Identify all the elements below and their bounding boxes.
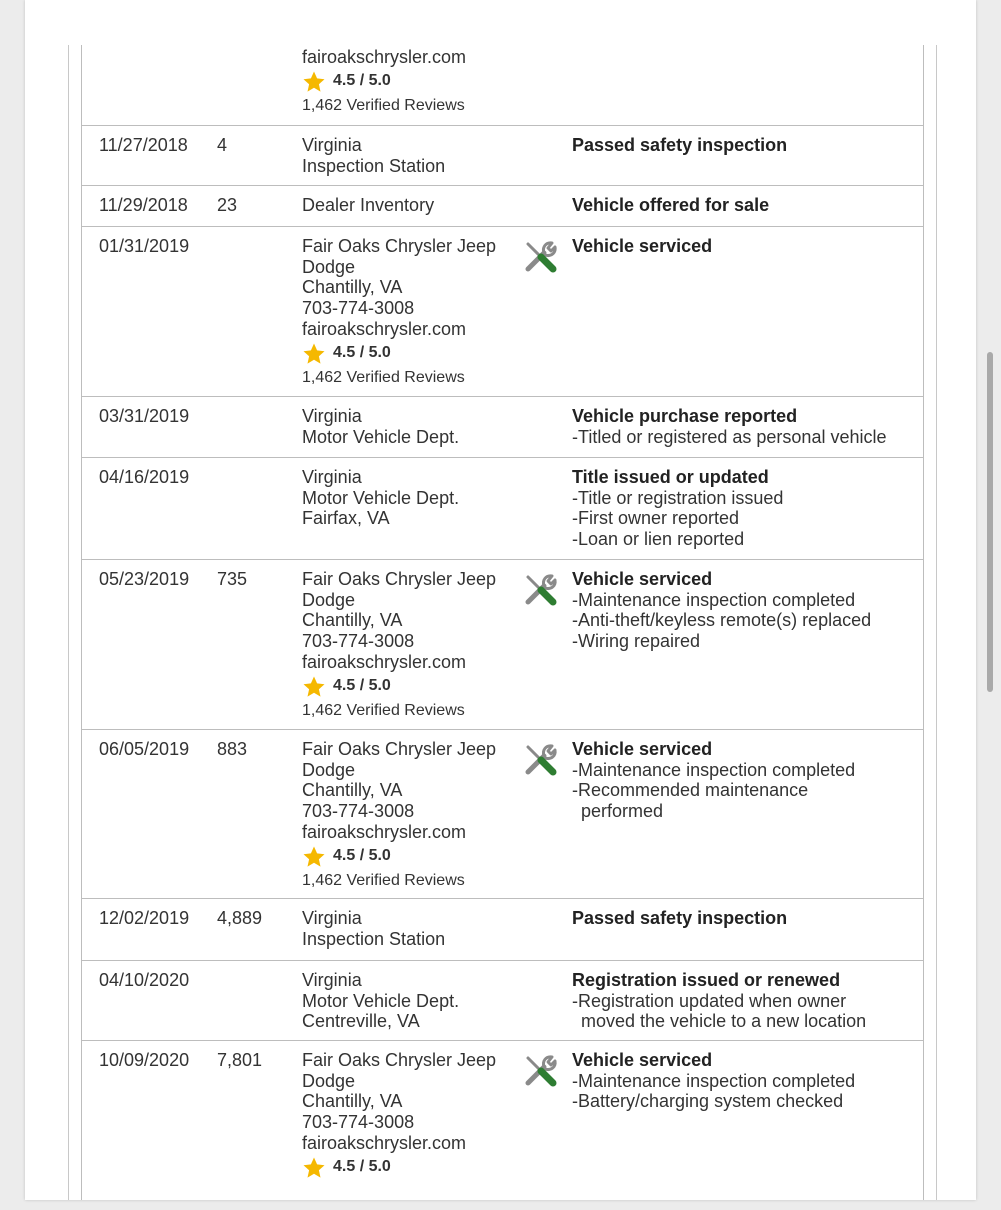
table-row	[81, 457, 924, 559]
comments-cell	[572, 406, 886, 447]
odometer-cell: 4,889	[217, 908, 263, 928]
source-cell	[302, 739, 496, 892]
source-line: Fair Oaks Chrysler Jeep	[302, 739, 497, 759]
source-website-link[interactable]: fairoakschrysler.com	[302, 318, 467, 339]
verified-reviews-link[interactable]: 1,462 Verified Reviews	[302, 96, 465, 114]
event-title: Passed safety inspection	[572, 908, 788, 928]
dealer-rating	[302, 675, 496, 699]
comments-cell	[572, 908, 787, 929]
star-icon	[302, 342, 326, 366]
comments-cell	[572, 970, 866, 1032]
event-title: Vehicle serviced	[572, 236, 713, 256]
event-detail: -Loan or lien reported	[572, 529, 745, 550]
table-row	[81, 396, 924, 457]
source-line: Virginia	[302, 467, 362, 487]
event-detail: -Wiring repaired	[572, 631, 701, 652]
table-row	[81, 559, 924, 729]
event-title: Vehicle offered for sale	[572, 195, 770, 215]
odometer-cell: 735	[217, 569, 248, 589]
comments-cell	[572, 195, 769, 216]
source-line: Fair Oaks Chrysler Jeep	[302, 1050, 497, 1070]
table-row	[81, 960, 924, 1040]
event-title: Vehicle purchase reported	[572, 406, 798, 426]
source-line: Virginia	[302, 908, 362, 928]
source-cell	[302, 47, 466, 117]
date-cell: 11/27/2018	[99, 135, 188, 155]
verified-reviews-link[interactable]: 1,462 Verified Reviews	[302, 368, 465, 386]
table-row	[81, 898, 924, 960]
source-line: Inspection Station	[302, 928, 446, 949]
source-line: Chantilly, VA	[302, 277, 403, 298]
source-line: Virginia	[302, 135, 362, 155]
source-cell	[302, 236, 496, 389]
source-line: Motor Vehicle Dept.	[302, 487, 460, 508]
event-detail: -Battery/charging system checked	[572, 1091, 844, 1112]
event-detail: -Maintenance inspection completed	[572, 589, 856, 610]
source-line: Virginia	[302, 970, 362, 990]
table-row	[81, 185, 924, 226]
source-cell	[302, 970, 459, 1032]
table-row	[81, 1040, 924, 1210]
source-cell	[302, 195, 434, 216]
star-icon	[302, 845, 326, 869]
source-line: Motor Vehicle Dept.	[302, 426, 460, 447]
service-tools-icon	[524, 1053, 558, 1087]
source-line: Dealer Inventory	[302, 195, 435, 215]
event-detail: -Anti-theft/keyless remote(s) replaced	[572, 610, 872, 631]
source-line: 703-774-3008	[302, 298, 415, 319]
verified-reviews-link[interactable]: 1,462 Verified Reviews	[302, 871, 465, 889]
rating-value: 4.5 / 5.0	[333, 72, 391, 90]
odometer-cell: 7,801	[217, 1050, 263, 1070]
date-cell: 01/31/2019	[99, 236, 190, 256]
source-website-link[interactable]: fairoakschrysler.com	[302, 651, 467, 672]
event-title: Vehicle serviced	[572, 1050, 713, 1070]
rating-value: 4.5 / 5.0	[333, 677, 391, 695]
date-cell: 11/29/2018	[99, 195, 188, 215]
source-line: Fair Oaks Chrysler Jeep	[302, 569, 497, 589]
comments-cell	[572, 135, 787, 156]
odometer-cell: 883	[217, 739, 248, 759]
source-line: 703-774-3008	[302, 1112, 415, 1133]
comments-cell	[572, 236, 712, 257]
source-cell	[302, 406, 459, 447]
date-cell: 04/16/2019	[99, 467, 190, 487]
source-line: Centreville, VA	[302, 1011, 420, 1032]
source-line: Dodge	[302, 589, 356, 610]
table-row-partial	[81, 45, 924, 125]
dealer-rating	[302, 1156, 496, 1180]
dealer-rating	[302, 70, 466, 94]
verified-reviews-link[interactable]: 1,462 Verified Reviews	[302, 701, 465, 719]
event-detail: -First owner reported	[572, 508, 740, 529]
source-cell	[302, 908, 445, 949]
source-line: Virginia	[302, 406, 362, 426]
source-line: Dodge	[302, 1070, 356, 1091]
event-title: Passed safety inspection	[572, 135, 788, 155]
service-tools-icon	[524, 572, 558, 606]
source-line: Chantilly, VA	[302, 610, 403, 631]
event-title: Title issued or updated	[572, 467, 769, 487]
comments-cell	[572, 1050, 855, 1112]
comments-cell	[572, 467, 783, 550]
source-line: Fairfax, VA	[302, 508, 390, 529]
table-row	[81, 125, 924, 185]
rating-value: 4.5 / 5.0	[333, 1158, 391, 1176]
outer-border-left	[68, 45, 69, 1200]
event-detail: -Maintenance inspection completed	[572, 759, 856, 780]
event-detail: moved the vehicle to a new location	[581, 1011, 867, 1032]
source-cell	[302, 467, 459, 529]
event-title: Vehicle serviced	[572, 569, 713, 589]
rating-value: 4.5 / 5.0	[333, 344, 391, 362]
source-line: Dodge	[302, 759, 356, 780]
scrollbar-thumb[interactable]	[987, 352, 993, 692]
date-cell: 05/23/2019	[99, 569, 190, 589]
event-detail: -Registration updated when owner	[572, 990, 847, 1011]
star-icon	[302, 1156, 326, 1180]
source-website-link[interactable]: fairoakschrysler.com	[302, 47, 467, 67]
source-website-link[interactable]: fairoakschrysler.com	[302, 1132, 467, 1153]
source-line: Inspection Station	[302, 155, 446, 176]
event-detail: -Recommended maintenance	[572, 780, 809, 801]
table-row	[81, 729, 924, 899]
service-tools-icon	[524, 742, 558, 776]
source-line: 703-774-3008	[302, 631, 415, 652]
event-detail: -Maintenance inspection completed	[572, 1070, 856, 1091]
source-line: Chantilly, VA	[302, 1091, 403, 1112]
source-line: Fair Oaks Chrysler Jeep	[302, 236, 497, 256]
rating-value: 4.5 / 5.0	[333, 847, 391, 865]
event-title: Registration issued or renewed	[572, 970, 841, 990]
date-cell: 12/02/2019	[99, 908, 190, 928]
service-tools-icon	[524, 239, 558, 273]
source-line: 703-774-3008	[302, 801, 415, 822]
star-icon	[302, 675, 326, 699]
source-website-link[interactable]: fairoakschrysler.com	[302, 821, 467, 842]
source-line: Dodge	[302, 256, 356, 277]
dealer-rating	[302, 342, 496, 366]
date-cell: 10/09/2020	[99, 1050, 190, 1070]
source-line: Motor Vehicle Dept.	[302, 990, 460, 1011]
odometer-cell: 23	[217, 195, 238, 215]
source-cell	[302, 135, 445, 176]
event-detail: -Titled or registered as personal vehicle	[572, 426, 887, 447]
table-row	[81, 226, 924, 396]
comments-cell	[572, 569, 871, 652]
date-cell: 04/10/2020	[99, 970, 190, 990]
source-line: Chantilly, VA	[302, 780, 403, 801]
comments-cell	[572, 739, 855, 822]
event-title: Vehicle serviced	[572, 739, 713, 759]
date-cell: 03/31/2019	[99, 406, 190, 426]
event-detail: performed	[581, 801, 664, 822]
event-detail: -Title or registration issued	[572, 487, 784, 508]
source-cell	[302, 569, 496, 722]
odometer-cell: 4	[217, 135, 228, 155]
date-cell: 06/05/2019	[99, 739, 190, 759]
source-cell	[302, 1050, 496, 1180]
star-icon	[302, 70, 326, 94]
dealer-rating	[302, 845, 496, 869]
outer-border-right	[936, 45, 937, 1200]
